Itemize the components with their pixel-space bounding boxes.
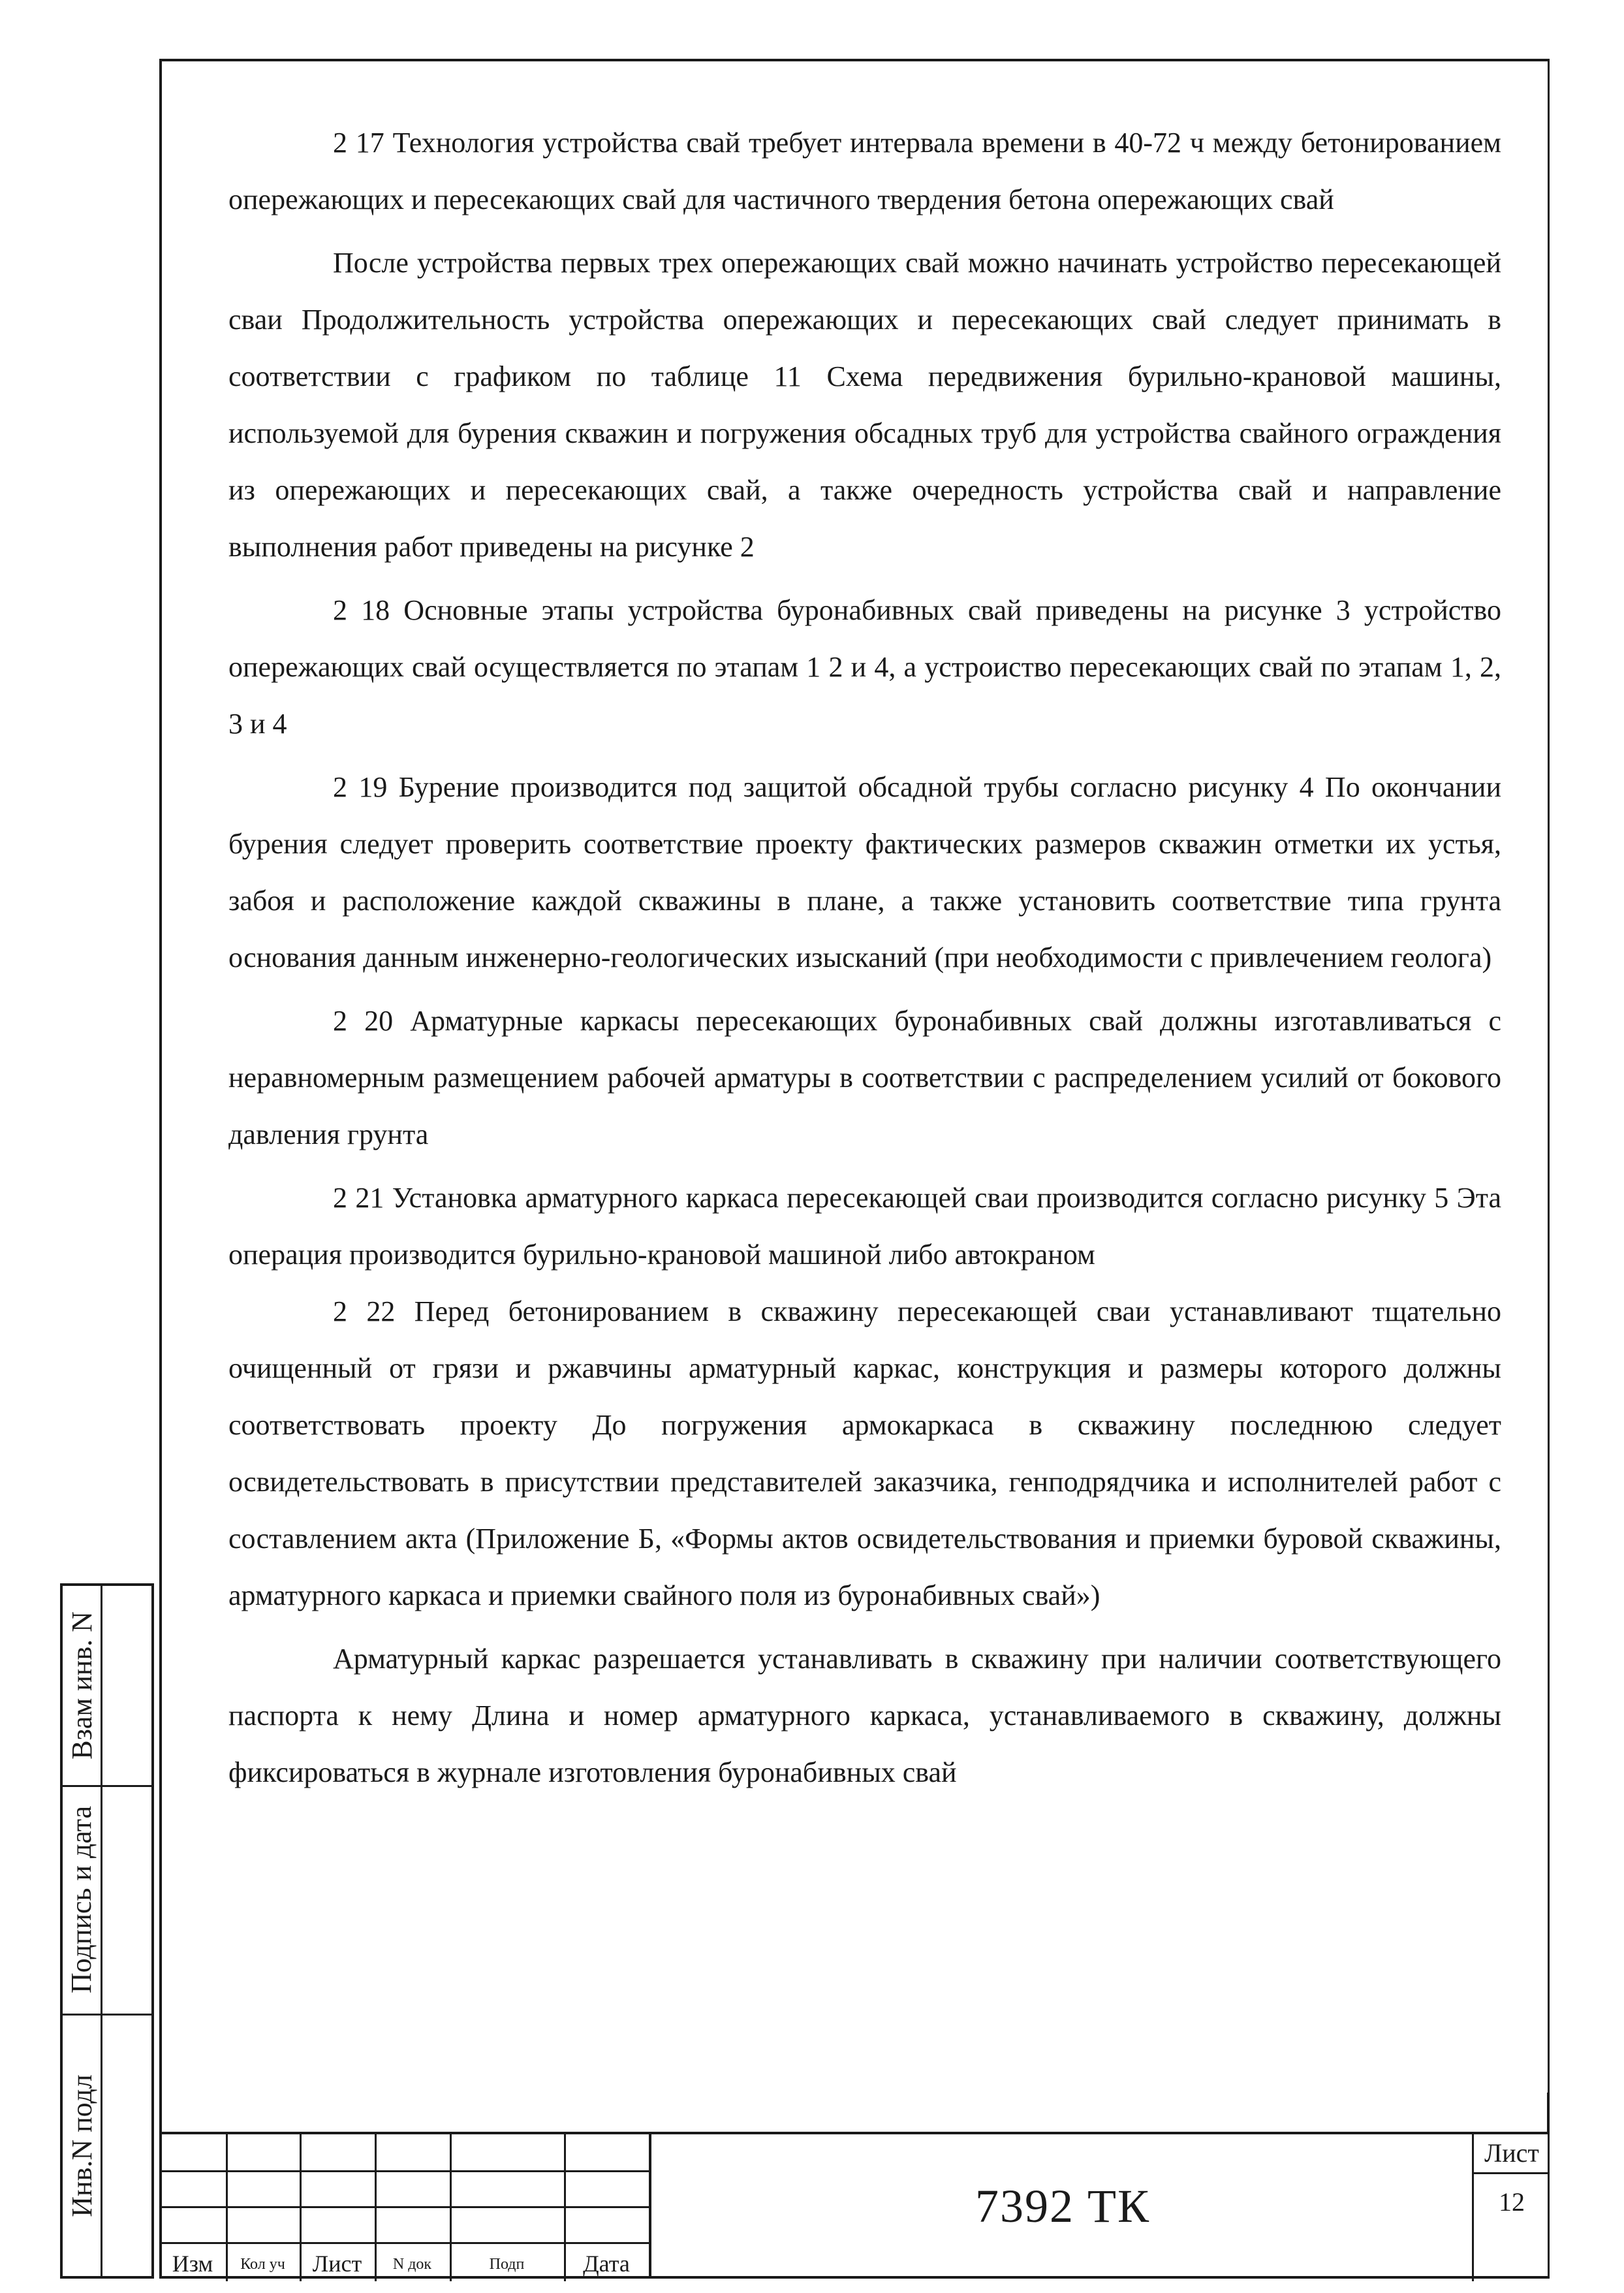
paragraph-2-21: 2 21 Установка арматурного каркаса пересекающей сваи производится согласно рисунку 5 Эта операция производится бурильно-крановой машиной либо автокраном xyxy=(228,1182,1501,1271)
sheet-label: Лист xyxy=(1474,2134,1550,2174)
paragraph-2-20: 2 20 Арматурные каркасы пересекающих буронабивных свай должны изготавливаться с неравномерным размещением рабочей арматуры в соответствии с распределением усилий от бокового давления грунта xyxy=(228,1005,1501,1150)
frame-tick-mark xyxy=(1547,2093,1553,2132)
document-code: 7392 ТК xyxy=(649,2134,1474,2279)
sheet-number: 12 xyxy=(1499,2187,1525,2217)
side-label-vzam-inv: Взам инв. N xyxy=(65,1611,98,1760)
sheet-box xyxy=(1472,2134,1550,2281)
col-kol-uch: Кол уч xyxy=(240,2256,285,2273)
col-data: Дата xyxy=(583,2251,630,2277)
paragraph-2-17: 2 17 Технология устройства свай требует интервала времени в 40-72 ч между бетонированием опережающих и пересекающих свай для частичного твердения бетона опережающих свай xyxy=(228,127,1501,215)
revision-table xyxy=(159,2134,649,2281)
col-n-dok: N док xyxy=(392,2256,432,2273)
paragraph-2-18: 2 18 Основные этапы устройства буронабивных свай приведены на рисунке 3 устройство опережающих свай осуществляется по этапам 1 2 и 4, а устроиство пересекающих свай по этапам 1, 2, 3 и 4 xyxy=(228,594,1501,740)
document-body xyxy=(228,114,1501,1801)
side-label-podpis-data: Подпись и дата xyxy=(65,1805,98,1993)
side-label-inv-podl: Инв.N подл xyxy=(65,2074,98,2217)
side-stamp-strip xyxy=(60,1583,154,2279)
paragraph-rebar-cage: Арматурный каркас разрешается устанавливать в скважину при наличии соответствующего паспорта к нему Длина и номер арматурного каркаса, устанавливаемого в скважину, должны фиксироваться в журнале изготовления буронабивных свай xyxy=(228,1643,1501,1788)
paragraph-piles-sequence: После устройства первых трех опережающих свай можно начинать устройство пересекающей сваи Продолжительность устройства опережающих и пересекающих свай следует принимать в соответствии с графиком по таблице 11 Схема передвижения бурильно-крановой машины, используемой для бурения скважин и погружения обсадных труб для устройства свайного ограждения из опережающих и пересекающих свай, а также очередность устройства свай и направление выполнения работ приведены на рисунке 2 xyxy=(228,247,1501,563)
col-list: Лист xyxy=(312,2251,362,2277)
title-block xyxy=(159,2132,1550,2279)
paragraph-2-19: 2 19 Бурение производится под защитой обсадной трубы согласно рисунку 4 По окончании бурения следует проверить соответствие проекту фактических размеров скважин отметки их устья, забоя и расположение каждой скважины в плане, а также установить соответствие типа грунта основания данным инженерно-геологических изысканий (при необходимости с привлечением геолога) xyxy=(228,771,1501,973)
side-strip-divider xyxy=(101,1586,102,2276)
paragraph-2-22: 2 22 Перед бетонированием в скважину пересекающей сваи устанавливают тщательно очищенный от грязи и ржавчины арматурный каркас, конструкция и размеры которого должны соответствовать проекту До погружения армокаркаса в скважину последнюю следует освидетельствовать в присутствии представителей заказчика, генподрядчика и исполнителей работ с составлением акта (Приложение Б, «Формы актов освидетельствования и приемки буровой скважины, арматурного каркаса и приемки свайного поля из буронабивных свай») xyxy=(228,1295,1501,1611)
col-podp: Подп xyxy=(489,2256,525,2273)
col-izm: Изм xyxy=(172,2251,213,2277)
